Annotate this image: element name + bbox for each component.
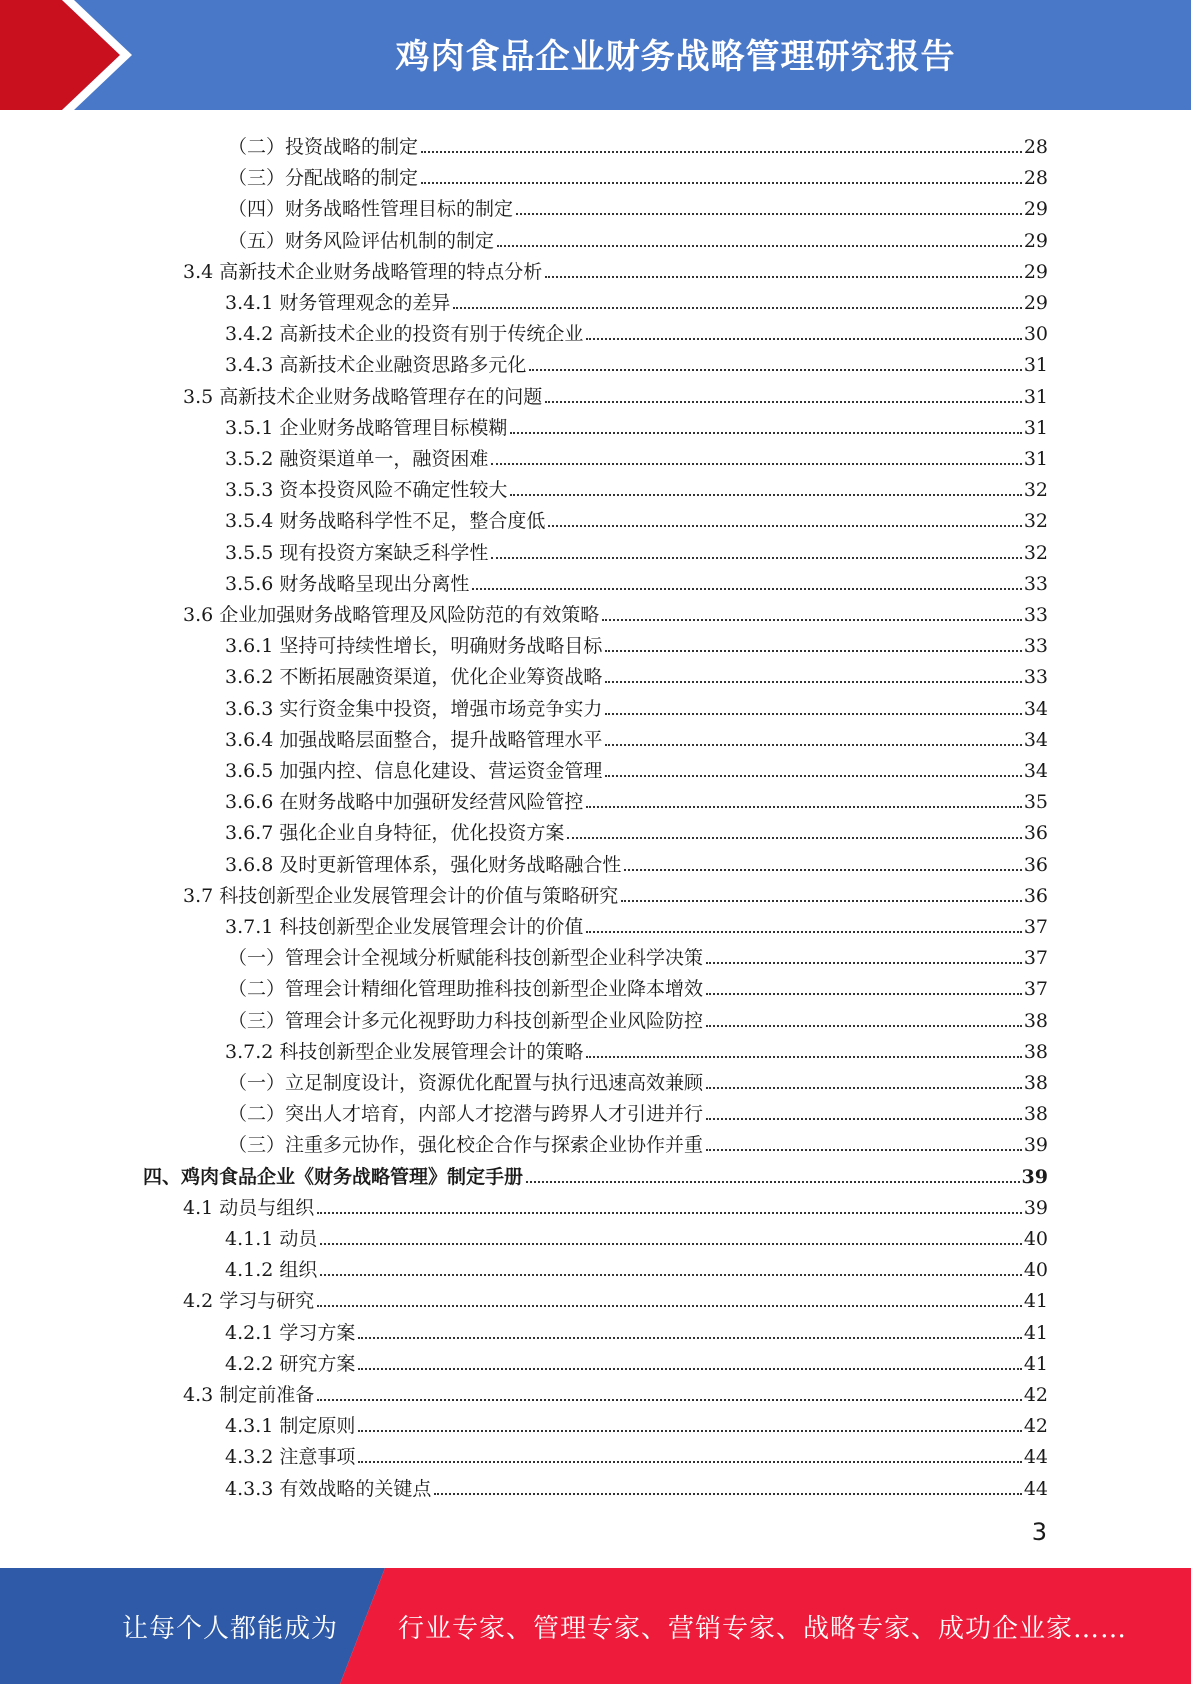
toc-entry-label: 3.6.7 强化企业自身特征，优化投资方案 bbox=[225, 822, 565, 845]
page-number: 3 bbox=[1031, 1518, 1047, 1546]
toc-dot-leader bbox=[491, 463, 1021, 465]
toc-entry-page: 44 bbox=[1023, 1446, 1048, 1469]
toc-entry-page: 29 bbox=[1023, 229, 1048, 252]
toc-entry[interactable] bbox=[225, 471, 1048, 502]
toc-dot-leader bbox=[621, 900, 1022, 902]
toc-entry-page: 34 bbox=[1023, 760, 1048, 782]
toc-dot-leader bbox=[545, 401, 1022, 403]
toc-entry-label: 3.4 高新技术企业财务战略管理的特点分析 bbox=[183, 260, 543, 283]
toc-entry-label: （四）财务战略性管理目标的制定 bbox=[228, 198, 514, 221]
toc-entry[interactable] bbox=[225, 627, 1048, 658]
toc-entry-label: 4.1.2 组织 bbox=[225, 1259, 318, 1282]
toc-entry-page: 41 bbox=[1023, 1321, 1048, 1344]
toc-entry-page: 33 bbox=[1023, 635, 1048, 658]
toc-entry-page: 33 bbox=[1023, 666, 1048, 689]
toc-dot-leader bbox=[421, 182, 1022, 184]
toc-entry[interactable] bbox=[225, 315, 1048, 346]
toc-dot-leader bbox=[526, 1181, 1020, 1183]
toc-entry-page: 39 bbox=[1023, 1196, 1048, 1219]
page-footer bbox=[0, 1568, 1191, 1684]
toc-entry[interactable] bbox=[225, 1220, 1048, 1251]
toc-entry-label: 3.7.1 科技创新型企业发展管理会计的价值 bbox=[225, 916, 584, 938]
toc-entry-page: 42 bbox=[1023, 1415, 1048, 1438]
toc-dot-leader bbox=[706, 962, 1022, 964]
toc-entry-page: 34 bbox=[1023, 697, 1048, 720]
toc-entry-label: 4.2 学习与研究 bbox=[183, 1290, 315, 1313]
toc-entry[interactable] bbox=[225, 284, 1048, 315]
toc-entry[interactable] bbox=[183, 1282, 1048, 1313]
toc-dot-leader bbox=[586, 1056, 1021, 1058]
toc-dot-leader bbox=[624, 869, 1021, 871]
toc-dot-leader bbox=[545, 276, 1022, 278]
toc-entry[interactable] bbox=[228, 128, 1048, 159]
toc-entry-page: 31 bbox=[1023, 385, 1048, 408]
toc-entry-label: 4.3 制定前准备 bbox=[183, 1384, 315, 1406]
toc-dot-leader bbox=[605, 681, 1021, 683]
toc-entry-label: 4.1.1 动员 bbox=[225, 1228, 318, 1250]
toc-dot-leader bbox=[472, 588, 1021, 590]
toc-entry[interactable] bbox=[143, 1158, 1048, 1189]
toc-entry-label: 4.3.1 制定原则 bbox=[225, 1415, 356, 1438]
toc-dot-leader bbox=[317, 1212, 1022, 1214]
toc-entry-label: 3.4.1 财务管理观念的差异 bbox=[225, 292, 451, 314]
toc-entry-label: 3.5.1 企业财务战略管理目标模糊 bbox=[225, 416, 508, 439]
toc-dot-leader bbox=[605, 650, 1021, 652]
toc-dot-leader bbox=[358, 1430, 1021, 1432]
toc-entry[interactable] bbox=[183, 1189, 1048, 1220]
toc-entry-label: （二）突出人才培育，内部人才挖潜与跨界人才引进并行 bbox=[228, 1103, 704, 1126]
toc-entry-page: 31 bbox=[1023, 448, 1048, 470]
toc-dot-leader bbox=[320, 1274, 1021, 1276]
toc-entry-page: 40 bbox=[1023, 1228, 1048, 1250]
toc-entry[interactable] bbox=[225, 1407, 1048, 1438]
toc-entry[interactable] bbox=[225, 908, 1048, 939]
toc-entry[interactable] bbox=[228, 1095, 1048, 1126]
toc-entry[interactable] bbox=[228, 190, 1048, 221]
toc-entry-label: 4.1 动员与组织 bbox=[183, 1196, 315, 1219]
toc-entry-label: 4.2.1 学习方案 bbox=[225, 1321, 356, 1344]
toc-entry-page: 30 bbox=[1023, 323, 1048, 346]
toc-entry-label: 4.2.2 研究方案 bbox=[225, 1352, 356, 1375]
footer-slogan-left: 让每个人都能成为 bbox=[121, 1613, 338, 1644]
toc-entry-label: 3.5.6 财务战略呈现出分离性 bbox=[225, 572, 470, 595]
toc-dot-leader bbox=[510, 494, 1021, 496]
page-header bbox=[0, 0, 1191, 110]
toc-entry-page: 38 bbox=[1023, 1009, 1048, 1032]
toc-entry-label: 3.7.2 科技创新型企业发展管理会计的策略 bbox=[225, 1040, 584, 1063]
toc-entry[interactable] bbox=[228, 1064, 1048, 1095]
toc-entry-page: 37 bbox=[1023, 916, 1048, 938]
toc-entry-page: 28 bbox=[1023, 136, 1048, 158]
toc-entry[interactable] bbox=[183, 253, 1048, 284]
toc-entry[interactable] bbox=[225, 658, 1048, 689]
toc-entry-page: 39 bbox=[1023, 1134, 1048, 1157]
toc-entry-label: 3.5.3 资本投资风险不确定性较大 bbox=[225, 479, 508, 502]
toc-entry[interactable] bbox=[225, 1314, 1048, 1345]
toc-entry[interactable] bbox=[225, 721, 1048, 752]
toc-entry-label: （一）管理会计全视域分析赋能科技创新型企业科学决策 bbox=[228, 947, 704, 970]
toc-entry-label: 3.6.4 加强战略层面整合，提升战略管理水平 bbox=[225, 728, 603, 751]
toc-entry-label: 3.5.4 财务战略科学性不足，整合度低 bbox=[225, 510, 546, 533]
toc-dot-leader bbox=[706, 993, 1022, 995]
toc-entry-label: （三）管理会计多元化视野助力科技创新型企业风险防控 bbox=[228, 1009, 704, 1032]
toc-dot-leader bbox=[516, 213, 1022, 215]
toc-entry-label: 3.5.5 现有投资方案缺乏科学性 bbox=[225, 541, 489, 564]
toc-dot-leader bbox=[358, 1337, 1021, 1339]
toc-entry[interactable] bbox=[225, 534, 1048, 565]
toc-entry[interactable] bbox=[225, 346, 1048, 377]
toc-entry-label: 3.4.2 高新技术企业的投资有别于传统企业 bbox=[225, 323, 584, 346]
toc-dot-leader bbox=[706, 1087, 1022, 1089]
toc-entry-page: 35 bbox=[1023, 791, 1048, 814]
toc-entry-page: 36 bbox=[1023, 884, 1048, 907]
toc-entry-label: （二）投资战略的制定 bbox=[228, 136, 419, 158]
toc-entry[interactable] bbox=[225, 1033, 1048, 1064]
toc-entry[interactable] bbox=[225, 752, 1048, 783]
toc-entry-label: 4.3.2 注意事项 bbox=[225, 1446, 356, 1469]
toc-entry-page: 41 bbox=[1023, 1290, 1048, 1313]
toc-entry-page: 32 bbox=[1023, 510, 1048, 533]
toc-entry-page: 38 bbox=[1023, 1072, 1048, 1094]
toc-dot-leader bbox=[605, 775, 1021, 777]
toc-dot-leader bbox=[510, 432, 1021, 434]
toc-entry-label: 3.6.3 实行资金集中投资，增强市场竞争实力 bbox=[225, 697, 603, 720]
toc-entry-page: 34 bbox=[1023, 728, 1048, 751]
toc-entry-page: 31 bbox=[1023, 416, 1048, 439]
toc-dot-leader bbox=[320, 1243, 1021, 1245]
toc-entry[interactable] bbox=[228, 1126, 1048, 1157]
toc-dot-leader bbox=[317, 1399, 1022, 1401]
toc-entry-label: 3.7 科技创新型企业发展管理会计的价值与策略研究 bbox=[183, 884, 619, 907]
toc-entry[interactable] bbox=[183, 877, 1048, 908]
toc-entry[interactable] bbox=[225, 502, 1048, 533]
toc-entry-page: 28 bbox=[1023, 167, 1048, 190]
toc-dot-leader bbox=[706, 1149, 1022, 1151]
toc-dot-leader bbox=[706, 1118, 1022, 1120]
toc-entry[interactable] bbox=[225, 1470, 1048, 1501]
toc-entry-page: 33 bbox=[1023, 572, 1048, 595]
toc-entry-label: 3.6.2 不断拓展融资渠道，优化企业筹资战略 bbox=[225, 666, 603, 689]
toc-entry-label: 3.5.2 融资渠道单一，融资困难 bbox=[225, 448, 489, 470]
toc-entry[interactable] bbox=[225, 565, 1048, 596]
toc-dot-leader bbox=[586, 338, 1021, 340]
toc-dot-leader bbox=[453, 307, 1021, 309]
toc-dot-leader bbox=[317, 1305, 1022, 1307]
toc-dot-leader bbox=[605, 713, 1021, 715]
toc-entry-label: 3.6.5 加强内控、信息化建设、营运资金管理 bbox=[225, 760, 603, 782]
toc-dot-leader bbox=[358, 1461, 1021, 1463]
toc-entry-label: 3.6 企业加强财务战略管理及风险防范的有效策略 bbox=[183, 604, 600, 626]
toc-dot-leader bbox=[605, 744, 1021, 746]
toc-entry-label: （三）注重多元协作，强化校企合作与探索企业协作并重 bbox=[228, 1134, 704, 1157]
toc-entry-label: （一）立足制度设计，资源优化配置与执行迅速高效兼顾 bbox=[228, 1072, 704, 1094]
toc-dot-leader bbox=[586, 806, 1021, 808]
toc-entry-page: 29 bbox=[1023, 260, 1048, 283]
toc-entry[interactable] bbox=[225, 690, 1048, 721]
toc-dot-leader bbox=[358, 1368, 1021, 1370]
toc-entry[interactable] bbox=[183, 1376, 1048, 1407]
toc-dot-leader bbox=[421, 151, 1022, 153]
toc-entry-label: 3.5 高新技术企业财务战略管理存在的问题 bbox=[183, 385, 543, 408]
toc-entry-label: 四、鸡肉食品企业《财务战略管理》制定手册 bbox=[143, 1165, 524, 1188]
toc-entry-label: 3.6.8 及时更新管理体系，强化财务战略融合性 bbox=[225, 853, 622, 876]
toc-entry-page: 37 bbox=[1023, 978, 1048, 1001]
toc-entry-page: 40 bbox=[1023, 1259, 1048, 1282]
toc-dot-leader bbox=[491, 557, 1021, 559]
toc-entry[interactable] bbox=[225, 1345, 1048, 1376]
toc-entry-page: 33 bbox=[1023, 604, 1048, 626]
document-title: 鸡肉食品企业财务战略管理研究报告 bbox=[395, 36, 956, 77]
toc-entry-page: 44 bbox=[1023, 1477, 1048, 1500]
toc-entry-page: 29 bbox=[1023, 292, 1048, 314]
toc-entry[interactable] bbox=[225, 1438, 1048, 1469]
footer-slogan-right: 行业专家、管理专家、营销专家、战略专家、成功企业家…… bbox=[398, 1613, 1128, 1644]
toc-entry-page: 29 bbox=[1023, 198, 1048, 221]
toc-dot-leader bbox=[602, 619, 1022, 621]
toc-entry-page: 41 bbox=[1023, 1352, 1048, 1375]
toc-entry[interactable] bbox=[225, 409, 1048, 440]
toc-entry[interactable] bbox=[225, 440, 1048, 471]
toc-entry-page: 42 bbox=[1023, 1384, 1048, 1406]
toc-dot-leader bbox=[497, 245, 1022, 247]
toc-entry[interactable] bbox=[225, 814, 1048, 845]
toc-entry-label: 4.3.3 有效战略的关键点 bbox=[225, 1477, 432, 1500]
header-chevron-icon bbox=[0, 0, 160, 110]
toc-dot-leader bbox=[706, 1025, 1022, 1027]
toc-entry-page: 32 bbox=[1023, 479, 1048, 502]
toc-dot-leader bbox=[434, 1493, 1021, 1495]
toc-entry[interactable] bbox=[183, 596, 1048, 627]
toc-entry-page: 36 bbox=[1023, 822, 1048, 845]
toc-entry[interactable] bbox=[228, 970, 1048, 1001]
toc-entry[interactable] bbox=[225, 1251, 1048, 1282]
toc-entry-label: 3.6.1 坚持可持续性增长，明确财务战略目标 bbox=[225, 635, 603, 658]
toc-dot-leader bbox=[529, 369, 1021, 371]
toc-entry[interactable] bbox=[228, 222, 1048, 253]
toc-dot-leader bbox=[586, 931, 1021, 933]
toc-entry-label: （二）管理会计精细化管理助推科技创新型企业降本增效 bbox=[228, 978, 704, 1001]
toc-entry[interactable] bbox=[183, 378, 1048, 409]
toc-entry[interactable] bbox=[228, 159, 1048, 190]
toc-entry-label: （五）财务风险评估机制的制定 bbox=[228, 229, 495, 252]
toc-entry-page: 36 bbox=[1023, 853, 1048, 876]
toc-entry[interactable] bbox=[228, 1002, 1048, 1033]
toc-entry-label: 3.4.3 高新技术企业融资思路多元化 bbox=[225, 354, 527, 377]
toc-entry-label: （三）分配战略的制定 bbox=[228, 167, 419, 190]
toc-dot-leader bbox=[567, 837, 1021, 839]
toc-entry-page: 38 bbox=[1023, 1103, 1048, 1126]
toc-entry[interactable] bbox=[228, 939, 1048, 970]
toc-entry-page: 39 bbox=[1021, 1165, 1048, 1188]
toc-dot-leader bbox=[548, 525, 1021, 527]
toc-entry[interactable] bbox=[225, 783, 1048, 814]
toc-entry[interactable] bbox=[225, 846, 1048, 877]
toc-entry-page: 38 bbox=[1023, 1040, 1048, 1063]
toc-entry-page: 32 bbox=[1023, 541, 1048, 564]
toc-entry-label: 3.6.6 在财务战略中加强研发经营风险管控 bbox=[225, 791, 584, 814]
toc-entry-page: 31 bbox=[1023, 354, 1048, 377]
toc-entry-page: 37 bbox=[1023, 947, 1048, 970]
